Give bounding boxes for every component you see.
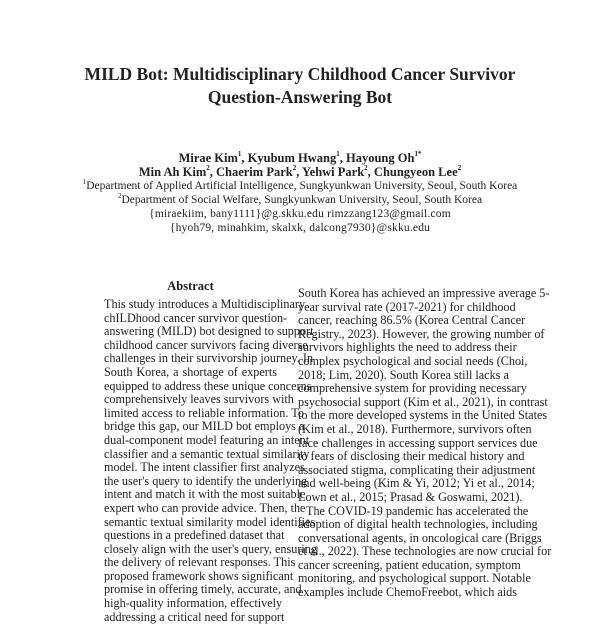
text-line: year survival rate (2017-2021) for childhood: [298, 299, 516, 314]
text-line: adoption of digital health technologies, including: [298, 517, 538, 532]
text-line: 2018; Lim, 2020). South Korea still lacks a: [298, 367, 509, 382]
text-line: South Korea, a shortage of experts: [104, 364, 277, 379]
text-line: to fears of disclosing their medical history and: [298, 449, 525, 464]
email-line: {hyoh79, minahkim, skalxk, dalcong7930}@skku.edu: [169, 222, 431, 234]
author-sup: 1*: [414, 150, 422, 158]
text-line: complex psychological and social needs (Choi,: [298, 353, 528, 368]
text-line: the user's query to identify the underlying: [104, 473, 308, 488]
text-line: childhood cancer survivors facing diverse: [104, 337, 308, 352]
text-line: to the more developed systems in the United States: [298, 408, 548, 423]
text-line: equipped to address these unique concerns: [104, 378, 312, 393]
text-line: The COVID-19 pandemic has accelerated the: [306, 503, 529, 518]
text-line: cancer screening, patient education, symptom: [298, 557, 521, 572]
text-line: psychosocial support (Kim et al., 2021), in contrast: [298, 394, 548, 409]
affiliation: [0, 193, 600, 207]
text-line: answering (MILD) bot designed to support: [104, 324, 314, 339]
text-line: proposed framework shows significant: [104, 568, 294, 583]
text-line: promise in offering timely, accurate, and: [104, 582, 302, 597]
author-sup: 2: [457, 164, 462, 172]
text-line: Registry., 2023). However, the growing number of: [298, 326, 545, 341]
text-line: questions in a predefined dataset that: [104, 528, 285, 543]
text-line: comprehensive system for providing necessary: [298, 381, 527, 396]
introduction-text: [298, 286, 552, 600]
text-line: closely align with the user's query, ensuring: [104, 541, 317, 556]
text-line: and well-being (Kim & Yi, 2012; Yi et al., 2014;: [298, 476, 535, 491]
author-line-2: Min Ah Kim$^2$, Chaerim Park$^2$, Yehwi Park$^2$, Chungyeon Lee$^2$: [138, 164, 462, 179]
text-line: high-quality information, effectively: [104, 596, 283, 611]
title-line: MILD Bot: Multidisciplinary Childhood Cancer Survivor: [84, 64, 516, 84]
abstract-heading: Abstract: [167, 279, 214, 293]
author-sup: 2: [364, 164, 368, 172]
text-line: survivors highlights the need to address their: [298, 340, 517, 355]
author-name: Mirae Kim: [178, 151, 238, 165]
author-name: Yehwi Park: [302, 165, 365, 179]
text-line: challenges in their survivorship journey. In: [104, 351, 314, 366]
text-line: expert who can provide advice. Then, the: [104, 500, 306, 515]
text-line: South Korea has achieved an impressive average 5-: [298, 286, 550, 300]
text-line: comprehensively leaves survivors with: [104, 392, 294, 407]
affiliation: [0, 179, 600, 193]
text-line: semantic textual similarity model identifies: [104, 514, 316, 529]
paper-title: [0, 63, 600, 109]
text-line: addressing a critical need for support: [104, 609, 285, 624]
text-line: et al., 2022). These technologies are now crucial for: [298, 544, 552, 559]
text-line: monitoring, and psychological support. Notable: [298, 571, 531, 586]
abstract-text: [104, 297, 317, 624]
author-name: Hayoung Oh: [346, 151, 415, 165]
text-line: associated stigma, complicating their adjustment: [298, 462, 536, 477]
text-line: face challenges in accessing support services due: [298, 435, 538, 450]
affiliation-sup: 2: [117, 192, 122, 200]
text-line: chILDhood cancer survivor question-: [104, 310, 288, 325]
text-line: intent and match it with the most suitable: [104, 487, 306, 502]
text-line: This study introduces a Multidisciplinary: [104, 297, 306, 311]
text-line: dual-component model featuring an intent: [104, 432, 310, 447]
affiliation-sup: 1: [82, 178, 87, 186]
author-sup: 1: [237, 150, 242, 158]
text-line: conversational agents, in oncological care (Briggs: [298, 530, 542, 545]
text-line: model. The intent classifier first analyzes: [104, 460, 305, 475]
text-line: cancer, reaching 86.5% (Korea Central Cancer: [298, 313, 526, 328]
text-line: Lown et al., 2015; Prasad & Goswami, 2021).: [298, 489, 523, 504]
author-name: Kyubum Hwang: [247, 151, 337, 165]
affiliation-text: Department of Applied Artificial Intelligence, Sungkyunkwan University, Seoul, South Korea: [86, 180, 518, 192]
text-line: bridge this gap, our MILD bot employs a: [104, 419, 305, 434]
author-name: Chaerim Park: [215, 165, 293, 179]
text-line: (Kim et al., 2018). Furthermore, survivors often: [298, 421, 532, 436]
text-line: limited access to reliable information. To: [104, 405, 304, 420]
author-block: [0, 151, 600, 235]
text-line: examples include ChemoFreebot, which aids: [298, 585, 517, 600]
title-line: Question-Answering Bot: [207, 87, 393, 107]
text-line: classifier and a semantic textual similarity: [104, 446, 310, 461]
author-sup: 1: [336, 150, 340, 158]
author-name: Chungyeon Lee: [373, 165, 458, 179]
author-sup: 2: [292, 164, 297, 172]
author-line-1: Mirae Kim$^1$, Kyubum Hwang$^1$, Hayoung $Oh^{1*}$: [178, 150, 422, 165]
author-name: Min Ah Kim: [138, 165, 207, 179]
author-sup: 2: [206, 164, 210, 172]
affiliation-text: Department of Social Welfare, Sungkyunkwan University, Seoul, South Korea: [121, 194, 483, 206]
email-line: {miraekiim, bany1111}@g.skku.edu rimzzang123@gmail.com: [149, 208, 451, 220]
text-line: the delivery of relevant responses. This: [104, 555, 296, 570]
